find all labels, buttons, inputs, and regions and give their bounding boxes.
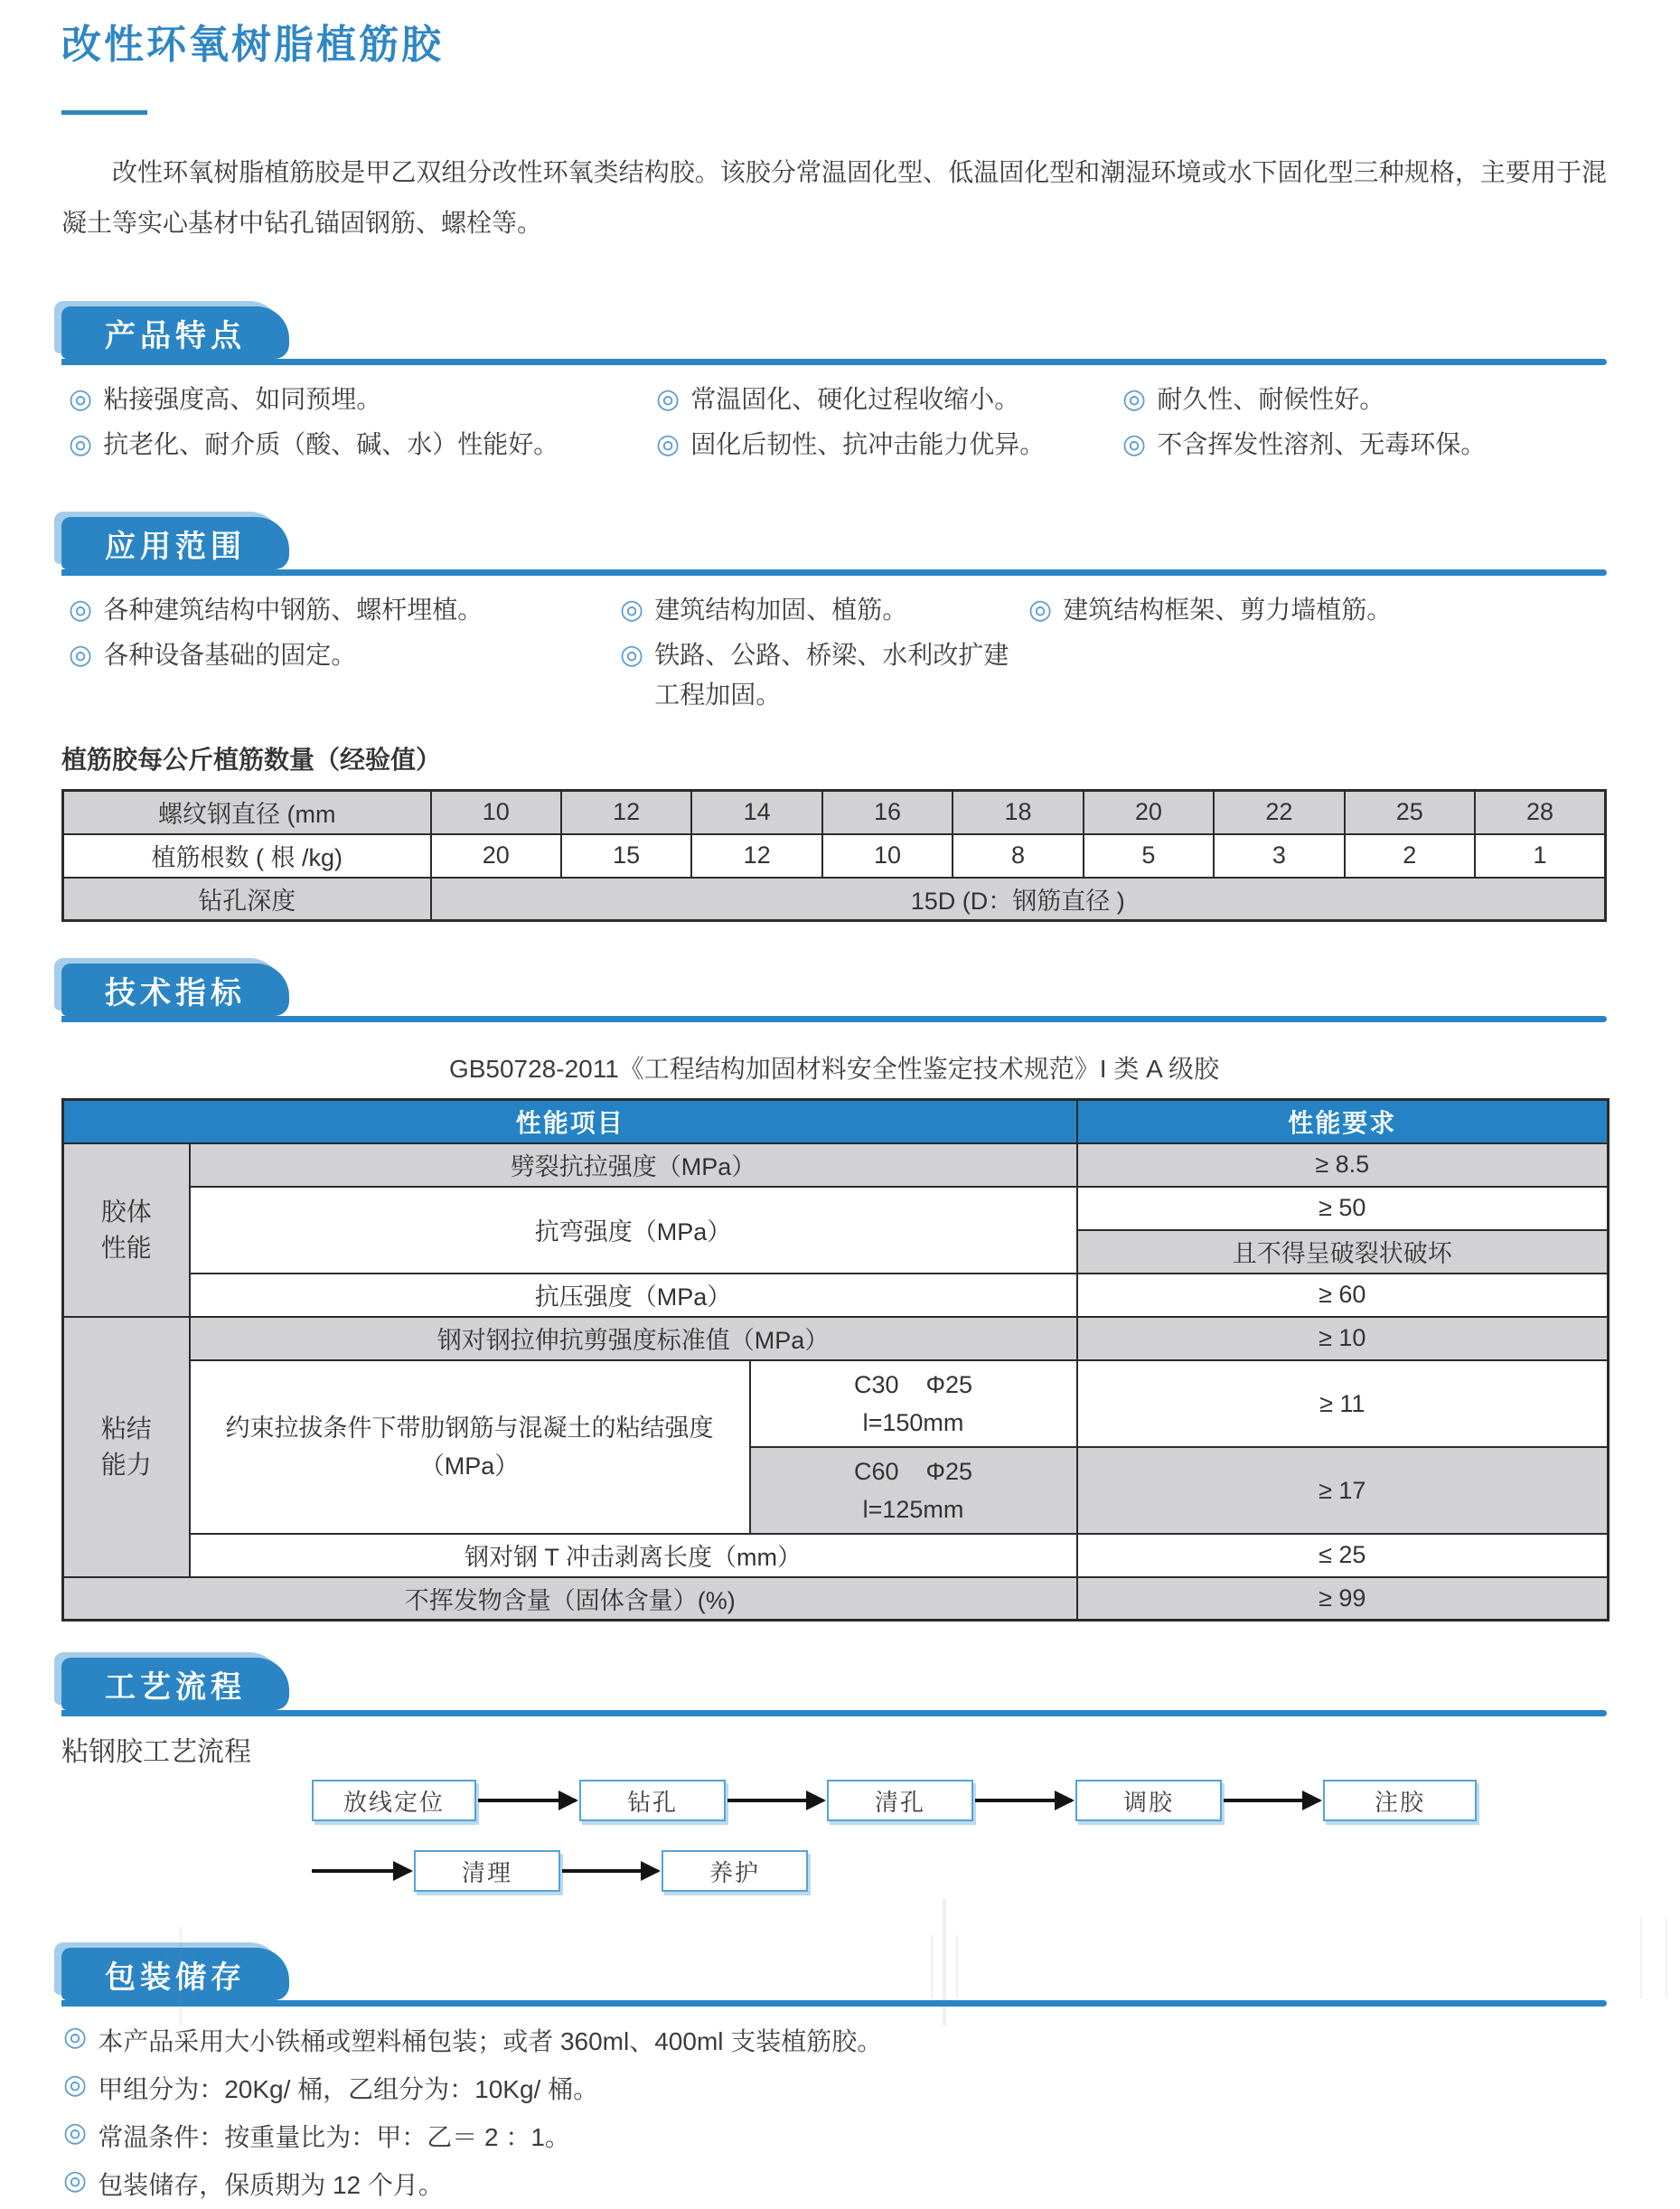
diameter-cell: 25 [1345,791,1475,834]
section-tech-header [61,964,1607,1022]
applications-heading: 应用范围 [105,529,246,564]
diameter-cell: 10 [431,791,561,834]
property-cell: 劈裂抗拉强度（MPa） [190,1143,1077,1187]
diameter-cell: 16 [822,791,953,834]
rebar-table-title: 植筋胶每公斤植筋数量（经验值） [61,746,442,774]
tech-badge [61,964,289,1016]
table-row [63,1360,1609,1447]
feature-item: ◎ 粘接强度高、如同预埋。 [61,380,649,419]
requirement-cell: 且不得呈破裂状破坏 [1077,1230,1609,1274]
property-cell: 抗弯强度（MPa） [190,1187,1077,1274]
requirement-cell: ≥ 60 [1077,1274,1609,1317]
standard-reference: GB50728-2011《工程结构加固材料安全性鉴定技术规范》I 类 A 级胶 [448,1055,1220,1083]
flow-step-box: 注胶 [1323,1780,1477,1821]
table-row [63,878,1606,921]
feature-item: ◎ 抗老化、耐介质（酸、碱、水）性能好。 [61,425,649,465]
flow-step-box: 养护 [662,1850,808,1892]
requirement-cell: ≥ 8.5 [1077,1143,1609,1187]
section-features-header [61,306,1607,365]
feature-item: ◎ 常温固化、硬化过程收缩小。 [649,380,1115,419]
count-cell: 2 [1345,834,1475,878]
packaging-item: ◎ 包装储存，保质期为 12 个月。 [61,2161,1607,2209]
feature-item: ◎ 固化后韧性、抗冲击能力优异。 [649,425,1115,465]
double-circle-bullet-icon: ◎ [63,2166,88,2195]
intro-paragraph: 改性环氧树脂植筋胶是甲乙双组分改性环氧类结构胶。该胶分常温固化型、低温固化型和潮湿环境或水下固化型三种规格，主要用于混凝土等实心基材中钻孔锚固钢筋、螺栓等。 [61,158,1607,237]
page-title: 改性环氧树脂植筋胶 [61,23,444,67]
application-item: ◎ 建筑结构加固、植筋。 [613,590,1021,630]
requirement-cell: ≥ 10 [1077,1317,1609,1360]
row-label-cell: 螺纹钢直径 (mm [63,791,431,834]
double-circle-bullet-icon: ◎ [63,2022,88,2052]
heading-underline [61,1016,1607,1022]
property-cell: 约束拉拔条件下带肋钢筋与混凝土的粘结强度 （MPa） [190,1360,750,1534]
table-row [63,1534,1609,1577]
heading-underline [61,1710,1607,1716]
double-circle-bullet-icon: ◎ [63,2118,88,2148]
requirement-cell: ≥ 99 [1077,1577,1609,1621]
double-circle-bullet-icon: ◎ [620,595,644,625]
count-cell: 5 [1084,834,1214,878]
requirement-cell: ≥ 50 [1077,1187,1609,1230]
requirement-cell: ≥ 11 [1077,1360,1609,1447]
diameter-cell: 28 [1475,791,1606,834]
condition-cell: C60 Φ25 l=125mm [750,1447,1077,1534]
application-item: ◎ 各种建筑结构中钢筋、螺杆埋植。 [61,590,613,630]
table-row [63,1577,1609,1621]
feature-item: ◎ 不含挥发性溶剂、无毒环保。 [1115,425,1607,465]
packaging-item: ◎ 常温条件：按重量比为：甲：乙＝ 2 ：1。 [61,2113,1607,2161]
double-circle-bullet-icon: ◎ [69,429,93,459]
application-item: ◎ 各种设备基础的固定。 [61,635,613,715]
double-circle-bullet-icon: ◎ [69,595,93,625]
count-cell: 3 [1214,834,1344,878]
double-circle-bullet-icon: ◎ [620,640,644,670]
flow-arrow-icon [312,1869,410,1873]
double-circle-bullet-icon: ◎ [656,384,680,414]
heading-underline [61,359,1607,365]
heading-underline [61,2000,1607,2007]
title-underline [61,110,147,115]
column-header-req: 性能要求 [1077,1100,1609,1143]
section-applications-header [61,517,1607,576]
table-row [63,1274,1609,1317]
tech-heading: 技术指标 [105,975,246,1010]
flow-step-box: 钻孔 [579,1780,726,1821]
applications-badge [61,517,289,569]
flow-step-box: 清孔 [827,1780,973,1821]
process-heading: 工艺流程 [105,1669,246,1705]
flow-arrow-icon [478,1799,576,1802]
features-heading: 产品特点 [105,318,246,353]
process-badge [61,1658,289,1710]
diameter-cell: 12 [561,791,691,834]
double-circle-bullet-icon: ◎ [1028,595,1053,625]
process-flowchart [61,1780,1607,1924]
features-badge [61,306,289,359]
row-label-cell: 植筋根数 ( 根 /kg) [63,834,431,878]
count-cell: 10 [822,834,953,878]
packaging-heading: 包装储存 [105,1960,246,1995]
packaging-badge [61,1948,289,2000]
heading-underline [61,569,1607,576]
depth-value-cell: 15D (D：钢筋直径 ) [431,878,1606,921]
count-cell: 8 [953,834,1083,878]
count-cell: 1 [1475,834,1606,878]
column-header-item: 性能项目 [63,1100,1077,1143]
diameter-cell: 20 [1084,791,1214,834]
double-circle-bullet-icon: ◎ [1122,429,1147,459]
group-cell-body: 胶体性能 [63,1143,190,1317]
section-packaging-header [61,1948,1607,2007]
packaging-item: ◎ 本产品采用大小铁桶或塑料桶包装；或者 360ml、400ml 支装植筋胶。 [61,2017,1607,2065]
property-cell: 钢对钢 T 冲击剥离长度（mm） [190,1534,1077,1577]
flow-subtitle: 粘钢胶工艺流程 [61,1737,251,1767]
table-row [63,834,1606,878]
flow-step-box: 清理 [414,1850,560,1892]
condition-cell: C30 Φ25 l=150mm [750,1360,1077,1447]
packaging-item: ◎ 甲组分为：20Kg/ 桶，乙组分为：10Kg/ 桶。 [61,2065,1607,2113]
table-row [63,1317,1609,1360]
packaging-list [61,2017,1607,2209]
rebar-count-table [61,789,1607,922]
flow-arrow-icon [1224,1799,1319,1802]
flow-step-box: 调胶 [1075,1780,1222,1821]
table-row [63,1143,1609,1187]
property-cell: 抗压强度（MPa） [190,1274,1077,1317]
double-circle-bullet-icon: ◎ [656,429,680,459]
feature-item: ◎ 耐久性、耐候性好。 [1115,380,1607,419]
count-cell: 20 [431,834,561,878]
flow-arrow-icon [975,1799,1072,1802]
double-circle-bullet-icon: ◎ [63,2070,88,2100]
diameter-cell: 14 [691,791,821,834]
requirement-cell: ≤ 25 [1077,1534,1609,1577]
double-circle-bullet-icon: ◎ [69,384,93,414]
flow-step-box: 放线定位 [312,1780,476,1821]
property-cell: 钢对钢拉伸抗剪强度标准值（MPa） [190,1317,1077,1360]
application-item: ◎ 建筑结构框架、剪力墙植筋。 [1021,590,1607,630]
count-cell: 12 [691,834,821,878]
flow-arrow-icon [562,1869,658,1873]
diameter-cell: 18 [953,791,1083,834]
table-header-row [63,1100,1609,1143]
double-circle-bullet-icon: ◎ [1122,384,1147,414]
features-list [61,380,1607,465]
property-cell: 不挥发物含量（固体含量）(%) [63,1577,1077,1621]
flow-arrow-icon [727,1799,823,1802]
application-item: ◎ 铁路、公路、桥梁、水利改扩建工程加固。 [613,635,1021,715]
count-cell: 15 [561,834,691,878]
diameter-cell: 22 [1214,791,1344,834]
tech-spec-table [61,1098,1610,1622]
table-row [63,791,1606,834]
double-circle-bullet-icon: ◎ [69,640,93,670]
requirement-cell: ≥ 17 [1077,1447,1609,1534]
section-process-header [61,1658,1607,1716]
table-row [63,1187,1609,1230]
applications-list [61,590,1607,715]
group-cell-bond: 粘结能力 [63,1317,190,1577]
row-label-cell: 钻孔深度 [63,878,431,921]
